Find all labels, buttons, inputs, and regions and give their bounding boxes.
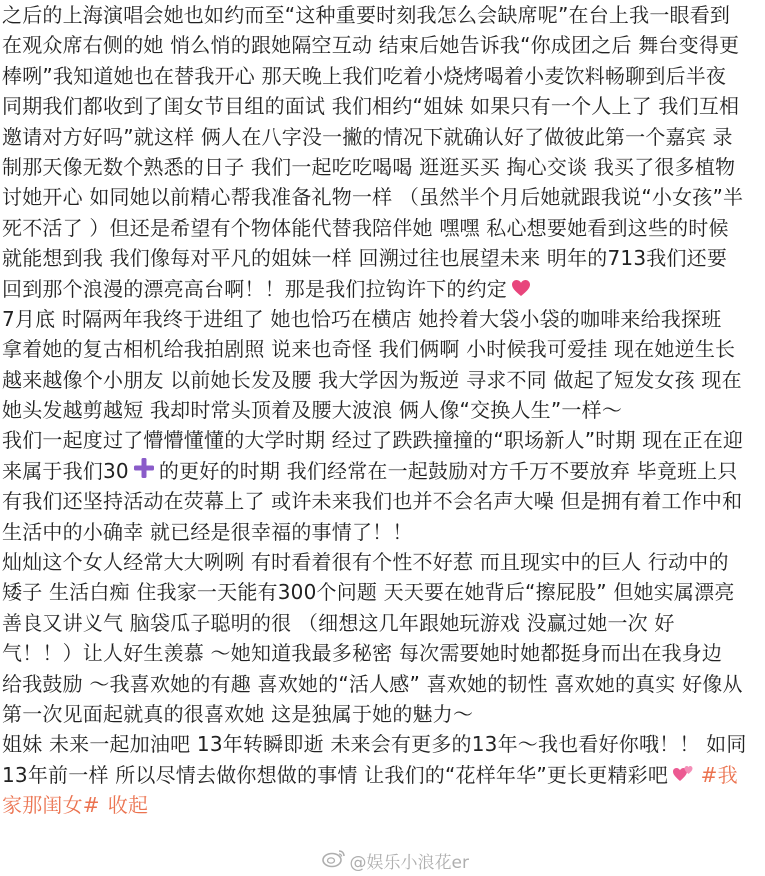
two-hearts-icon [672, 761, 694, 790]
post-line: 制那天像无数个熟悉的日子 我们一起吃吃喝喝 逛逛买买 掏心交谈 我买了很多植物 [2, 154, 736, 179]
post-line: 死不活了 ）但还是希望有个物体能代替我陪伴她 嘿嘿 私心想要她看到这些的时候 [2, 215, 729, 240]
post-line: 在观众席右侧的她 悄么悄的跟她隔空互动 结束后她告诉我“你成团之后 舞台变得更 [2, 33, 740, 58]
post-line: 来属于我们30 的更好的时期 我们经常在一起鼓励对方千万不要放弃 毕竟班上只 [2, 456, 763, 486]
post-line: 越来越像个小朋友 以前她长发及腰 我大学因为叛逆 寻求不同 做起了短发女孩 现在 [2, 367, 742, 392]
post-line: 善良又讲义气 脑袋瓜子聪明的很 （细想这几年跟她玩游戏 没赢过她一次 好 [2, 610, 675, 635]
post-line: 姐妹 未来一起加油吧 13年转瞬即逝 未来会有更多的13年～我也看好你哦！！ 如同 [2, 732, 747, 757]
post-line: 棒咧”我知道她也在替我开心 那天晚上我们吃着小烧烤喝着小麦饮料畅聊到后半夜 [2, 63, 727, 88]
post-line: 她头发越剪越短 我却时常头顶着及腰大波浪 俩人像“交换人生”一样～ [2, 398, 623, 423]
hashtag-link[interactable]: #我 [700, 762, 738, 787]
post-line: 邀请对方好吗”就这样 俩人在八字没一撇的情况下就确认好了做彼此第一个嘉宾 录 [2, 124, 733, 149]
pink-heart-icon [511, 275, 531, 304]
post-line: 给我鼓励 ～我喜欢她的有趣 喜欢她的“活人感” 喜欢她的韧性 喜欢她的真实 好像从 [2, 671, 743, 696]
collapse-link[interactable]: 收起 [107, 793, 149, 818]
post-line: 灿灿这个女人经常大大咧咧 有时看着很有个性不好惹 而且现实中的巨人 行动中的 [2, 550, 729, 575]
post-line: 拿着她的复古相机给我拍剧照 说来也奇怪 我们俩啊 小时候我可爱挂 现在她逆生长 [2, 337, 736, 362]
post-line [2, 790, 763, 820]
post-line: 生活中的小确幸 就已经是很幸福的事情了！！ [2, 519, 413, 544]
post-line: 之后的上海演唱会她也如约而至“这种重要时刻我怎么会缺席呢”在台上我一眼看到 [2, 3, 731, 27]
post-line: 有我们还坚持活动在荧幕上了 或许未来我们也并不会名声大噪 但是拥有着工作中和 [2, 489, 743, 514]
post-line: 7月底 时隔两年我终于进组了 她也恰巧在横店 她拎着大袋小袋的咖啡来给我探班 [2, 306, 722, 331]
hashtag-link-continued[interactable]: 家那闺女# [2, 793, 100, 818]
purple-plus-icon [133, 457, 155, 486]
post-line: 就能想到我 我们像每对平凡的姐妹一样 回溯过往也展望未来 明年的713我们还要 [2, 246, 728, 271]
post-line: 矮子 生活白痴 住我家一天能有300个问题 天天要在她背后“擦屁股” 但她实属漂亮 [2, 580, 735, 605]
post-line: 回到那个浪漫的漂亮高台啊！！那是我们拉钩许下的约定 [2, 274, 763, 304]
weibo-logo-icon [322, 848, 350, 873]
watermark [322, 847, 469, 873]
post-line: 同期我们都收到了闺女节目组的面试 我们相约“姐妹 如果只有一个人上了 我们互相 [2, 94, 740, 119]
post-line: 13年前一样 所以尽情去做你想做的事情 让我们的“花样年华”更长更精彩吧 #我 [2, 760, 763, 790]
post-line: 第一次见面起就真的很喜欢她 这是独属于她的魅力～ [2, 701, 474, 726]
post-line: 气！！）让人好生羡慕 ～她知道我最多秘密 每次需要她时她都挺身而出在我身边 [2, 641, 723, 666]
watermark-text: @娱乐小浪花er [349, 852, 469, 873]
post-line: 我们一起度过了懵懵懂懂的大学时期 经过了跌跌撞撞的“职场新人”时期 现在正在迎 [2, 428, 744, 453]
post-line: 讨她开心 如同她以前精心帮我准备礼物一样 （虽然半个月后她就跟我说“小女孩”半 [2, 185, 744, 210]
